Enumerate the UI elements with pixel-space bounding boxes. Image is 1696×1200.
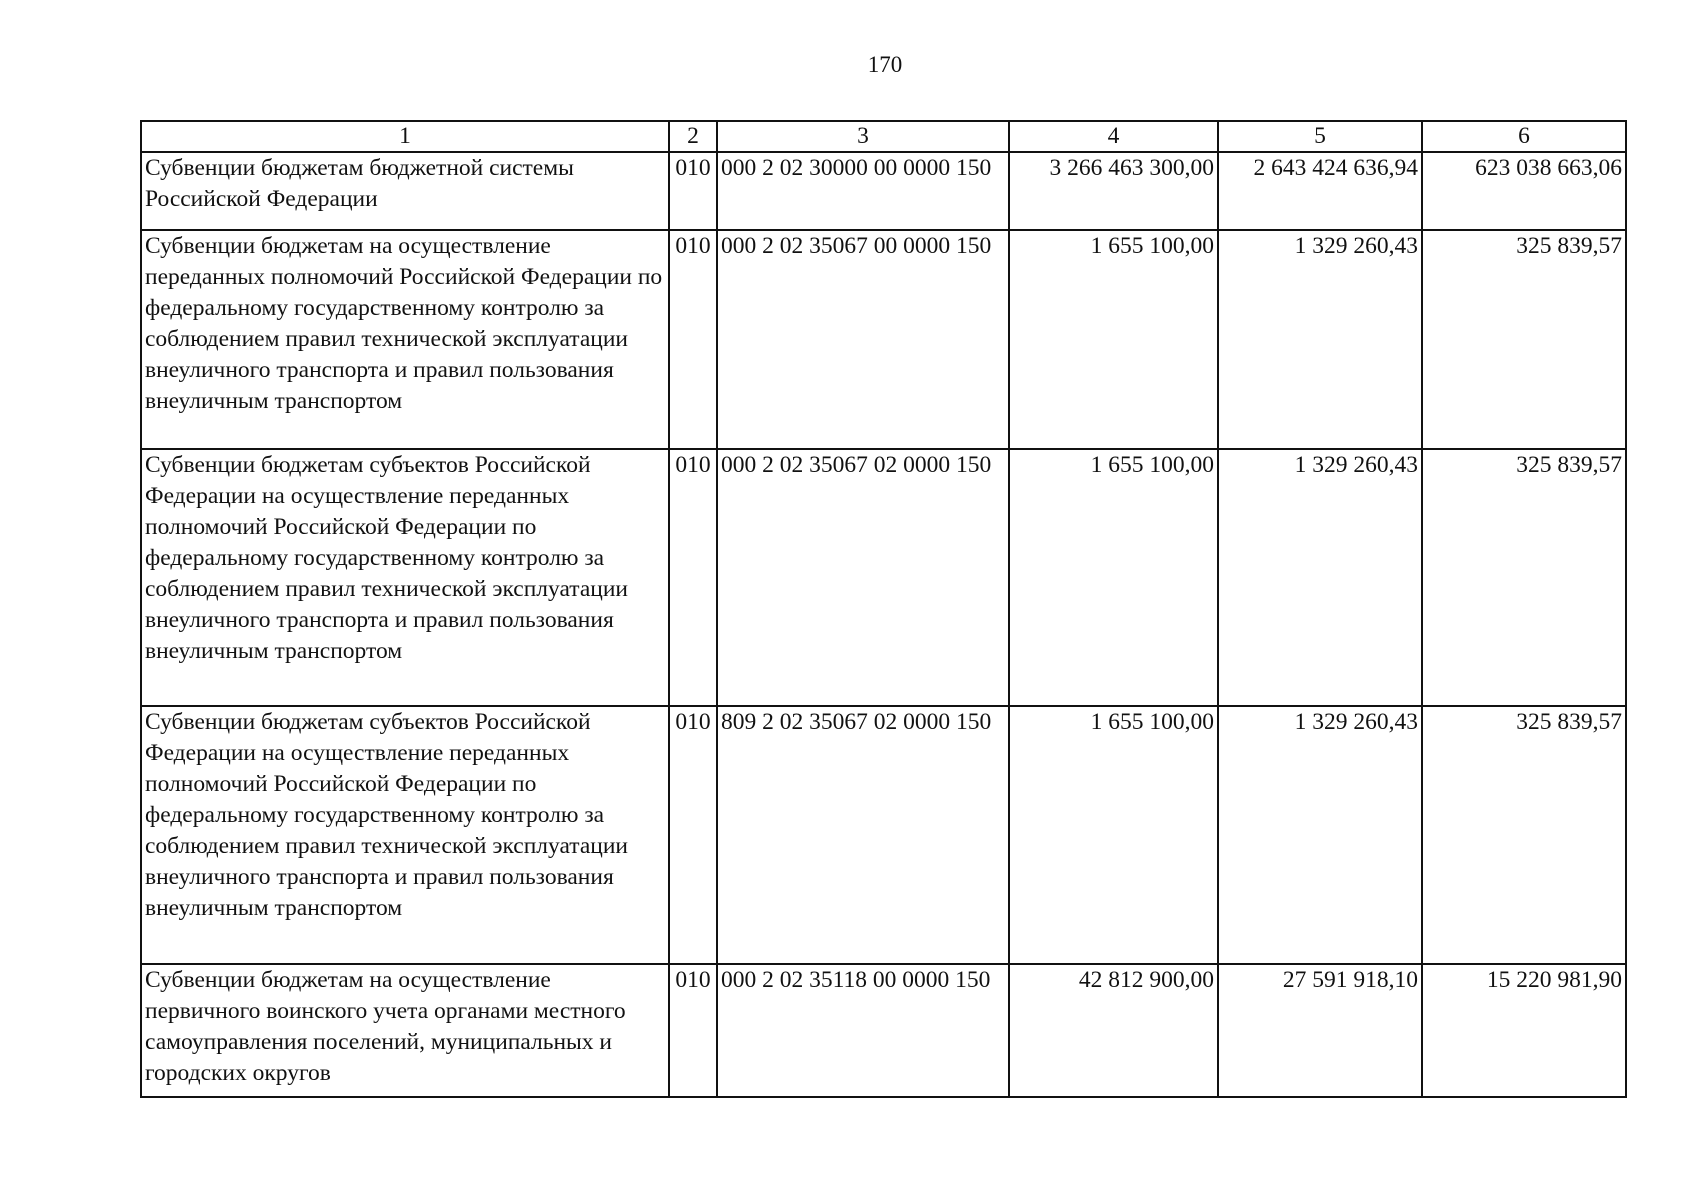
row-value-6: 325 839,57 [1422,449,1626,706]
row-code: 000 2 02 30000 00 0000 150 [717,152,1009,230]
table-row [141,964,1626,1097]
row-code: 809 2 02 35067 02 0000 150 [717,706,1009,964]
budget-table [140,120,1627,1098]
row-code: 000 2 02 35118 00 0000 150 [717,964,1009,1097]
row-col2: 010 [669,706,717,964]
row-value-4: 1 655 100,00 [1009,449,1218,706]
row-value-4: 3 266 463 300,00 [1009,152,1218,230]
row-col2: 010 [669,964,717,1097]
row-name: Субвенции бюджетам бюджетной системы Российской Федерации [141,152,669,230]
row-col2: 010 [669,230,717,449]
table-row [141,706,1626,964]
row-code: 000 2 02 35067 02 0000 150 [717,449,1009,706]
row-value-4: 42 812 900,00 [1009,964,1218,1097]
table-header-row [141,121,1626,152]
column-header: 1 [141,121,669,152]
row-value-5: 1 329 260,43 [1218,706,1422,964]
row-name: Субвенции бюджетам на осуществление переданных полномочий Российской Федерации по федеральному государственному контролю за соблюдением правил технической эксплуатации внеуличного транспорта и правил пользования внеуличным транспортом [141,230,669,449]
row-name: Субвенции бюджетам на осуществление первичного воинского учета органами местного самоуправления поселений, муниципальных и городских округов [141,964,669,1097]
column-header: 4 [1009,121,1218,152]
row-value-5: 2 643 424 636,94 [1218,152,1422,230]
row-name: Субвенции бюджетам субъектов Российской Федерации на осуществление переданных полномочий Российской Федерации по федеральному государственному контролю за соблюдением правил технической эксплуатации внеуличного транспорта и правил пользования внеуличным транспортом [141,706,669,964]
row-value-6: 325 839,57 [1422,230,1626,449]
table-row [141,230,1626,449]
column-header: 2 [669,121,717,152]
table-row [141,449,1626,706]
row-col2: 010 [669,152,717,230]
row-value-5: 1 329 260,43 [1218,449,1422,706]
row-col2: 010 [669,449,717,706]
row-value-4: 1 655 100,00 [1009,230,1218,449]
row-value-5: 27 591 918,10 [1218,964,1422,1097]
column-header: 6 [1422,121,1626,152]
table-row [141,152,1626,230]
row-value-6: 623 038 663,06 [1422,152,1626,230]
row-code: 000 2 02 35067 00 0000 150 [717,230,1009,449]
row-value-4: 1 655 100,00 [1009,706,1218,964]
row-value-5: 1 329 260,43 [1218,230,1422,449]
row-value-6: 325 839,57 [1422,706,1626,964]
row-value-6: 15 220 981,90 [1422,964,1626,1097]
column-header: 5 [1218,121,1422,152]
column-header: 3 [717,121,1009,152]
row-name: Субвенции бюджетам субъектов Российской Федерации на осуществление переданных полномочий Российской Федерации по федеральному государственному контролю за соблюдением правил технической эксплуатации внеуличного транспорта и правил пользования внеуличным транспортом [141,449,669,706]
page-number: 170 [867,52,903,77]
